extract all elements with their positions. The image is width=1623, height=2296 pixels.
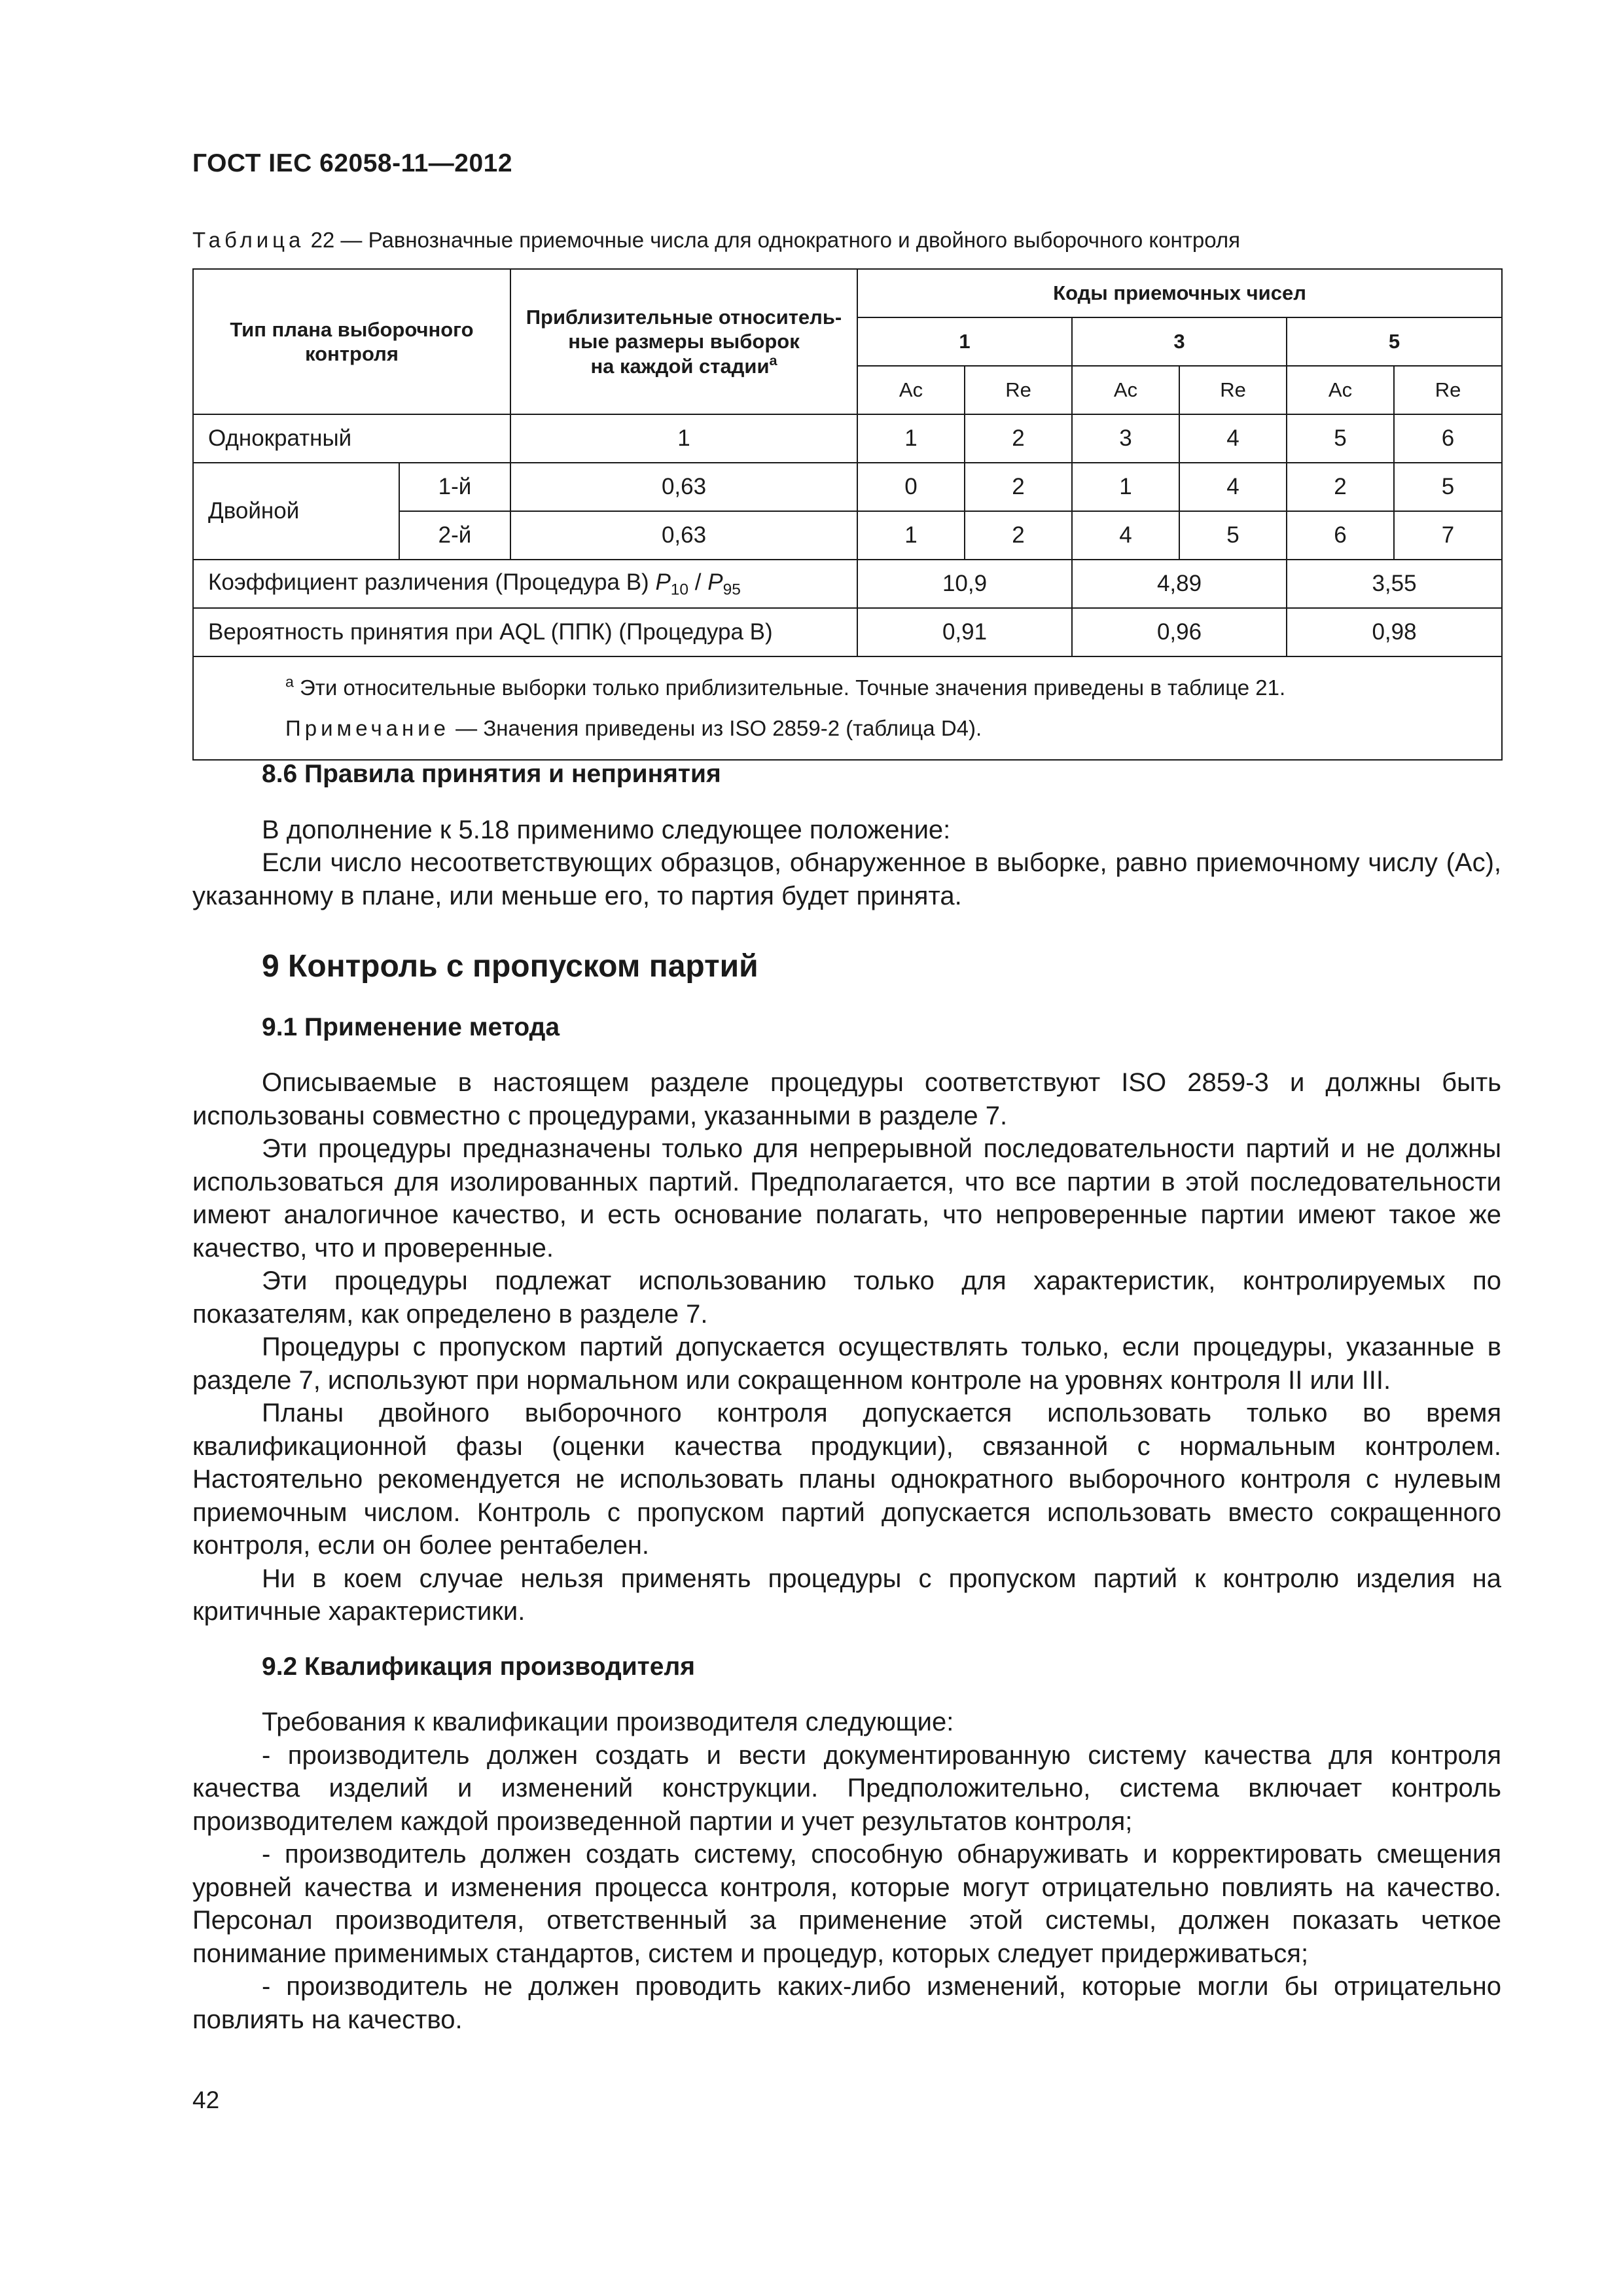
paragraph: Если число несоответствующих образцов, обнаруженное в выборке, равно приемочному числу (Ac), указанному в плане, или меньше его, то партия будет принята. (192, 848, 1501, 910)
section-9-1-heading: 9.1 Применение метода (262, 1013, 560, 1041)
cell-size: 0,63 (510, 511, 857, 560)
cell-size: 0,63 (510, 463, 857, 511)
table-caption (192, 228, 1240, 253)
table-note: Примечание — Значения приведены из ISO 2859-2 (таблица D4). (285, 716, 982, 740)
code-1: 1 (857, 317, 1072, 366)
cell: 0,91 (857, 608, 1072, 656)
cell: 6 (1287, 511, 1394, 560)
paragraph: В дополнение к 5.18 применимо следующее положение: (262, 815, 951, 844)
re-header: Re (1179, 366, 1287, 414)
table-footnotes (193, 656, 1502, 760)
row-label-single: Однократный (193, 414, 510, 463)
paragraph: Требования к квалификации производителя следующие: (262, 1708, 954, 1736)
ac-header: Ac (1287, 366, 1394, 414)
table-row (193, 608, 1502, 656)
cell: 3 (1072, 414, 1179, 463)
row-label-acceptance-probability: Вероятность принятия при AQL (ППК) (Процедура B) (193, 608, 857, 656)
document-body (192, 758, 1501, 2036)
section-8-6-heading: 8.6 Правила принятия и непринятия (262, 760, 721, 788)
cell: 5 (1179, 511, 1287, 560)
cell: 10,9 (857, 560, 1072, 608)
acceptance-numbers-table (192, 268, 1503, 761)
document-header: ГОСТ IEC 62058-11—2012 (192, 149, 513, 177)
row-label-discrimination: Коэффициент различения (Процедура B) $P_{10} / P_{95}$ (193, 560, 857, 608)
table-caption-prefix: Таблица (192, 228, 305, 252)
paragraph: Эти процедуры подлежат использованию только для характеристик, контролируемых по показателям, как определено в разделе 7. (192, 1266, 1501, 1329)
re-header: Re (1394, 366, 1502, 414)
section-9-heading: 9 Контроль с пропуском партий (262, 949, 758, 984)
cell-size: 1 (510, 414, 857, 463)
cell: 1 (857, 511, 965, 560)
cell: 6 (1394, 414, 1502, 463)
table-row (193, 463, 1502, 511)
paragraph: Описываемые в настоящем разделе процедуры соответствуют ISO 2859-3 и должны быть использованы совместно с процедурами, указанными в разделе 7. (192, 1068, 1501, 1130)
cell: 2 (965, 511, 1072, 560)
cell: 3,55 (1287, 560, 1502, 608)
row-label-double: Двойной (193, 463, 399, 560)
paragraph: Ни в коем случае нельзя применять процедуры с пропуском партий к контролю изделия на критичные характеристики. (192, 1564, 1501, 1626)
header-sample-sizes: Приблизительные относитель- ные размеры выборок на каждой стадии$^a$ (510, 269, 857, 414)
ac-header: Ac (1072, 366, 1179, 414)
page-number: 42 (192, 2087, 220, 2113)
paragraph: Эти процедуры предназначены только для непрерывной последовательности партий и не должны использоваться для изолированных партий. Предполагается, что все партии в этой последовательности имеют аналогичное качество, и есть основание полагать, что непроверенные партии имеют такое же качество, что и проверенные. (192, 1134, 1501, 1263)
table-row (193, 560, 1502, 608)
paragraph: Процедуры с пропуском партий допускается осуществлять только, если процедуры, указанные в разделе 7, используют при нормальном или сокращенном контроле на уровнях контроля II или III. (192, 1333, 1501, 1395)
cell: 4,89 (1072, 560, 1287, 608)
code-5: 5 (1287, 317, 1502, 366)
table-footnote: $^a$ Эти относительные выборки только приблизительные. Точные значения приведены в таблице 21. (285, 673, 1286, 700)
cell: 2 (965, 463, 1072, 511)
paragraph: - производитель не должен проводить каких-либо изменений, которые могли бы отрицательно повлиять на качество. (192, 1972, 1501, 2034)
cell: 4 (1179, 414, 1287, 463)
cell: 5 (1287, 414, 1394, 463)
section-9-2-heading: 9.2 Квалификация производителя (262, 1652, 695, 1681)
table-caption-text: 22 — Равнозначные приемочные числа для однократного и двойного выборочного контроля (310, 228, 1240, 252)
ac-header: Ac (857, 366, 965, 414)
header-plan-type: Тип плана выборочного контроля (193, 269, 510, 414)
cell-stage: 2-й (399, 511, 510, 560)
cell: 0 (857, 463, 965, 511)
cell: 4 (1072, 511, 1179, 560)
cell: 1 (1072, 463, 1179, 511)
paragraph: - производитель должен создать и вести документированную систему качества для контроля качества изделий и изменений конструкции. Предположительно, система включает контроль производителем каждой произведенной партии и учет результатов контроля; (192, 1740, 1501, 1836)
cell: 0,96 (1072, 608, 1287, 656)
cell: 1 (857, 414, 965, 463)
cell-stage: 1-й (399, 463, 510, 511)
cell: 2 (965, 414, 1072, 463)
paragraph: - производитель должен создать систему, способную обнаруживать и корректировать смещения уровней качества и изменения процесса контроля, которые могут отрицательно повлиять на качество. Персонал производителя, ответственный за применение этой системы, должен показать четкое понимание применимых стандартов, систем и процедур, которых следует придерживаться; (192, 1840, 1501, 1968)
cell: 7 (1394, 511, 1502, 560)
table-row (193, 414, 1502, 463)
cell: 5 (1394, 463, 1502, 511)
header-acceptance-codes: Коды приемочных чисел (857, 269, 1502, 317)
cell: 0,98 (1287, 608, 1502, 656)
cell: 4 (1179, 463, 1287, 511)
cell: 2 (1287, 463, 1394, 511)
paragraph: Планы двойного выборочного контроля допускается использовать только во время квалификационной фазы (оценки качества продукции), связанной с нормальным контролем. Настоятельно рекомендуется не использовать планы однократного выборочного контроля с нулевым приемочным числом. Контроль с пропуском партий допускается использовать вместо сокращенного контроля, если он более рентабелен. (192, 1399, 1501, 1560)
re-header: Re (965, 366, 1072, 414)
code-3: 3 (1072, 317, 1287, 366)
